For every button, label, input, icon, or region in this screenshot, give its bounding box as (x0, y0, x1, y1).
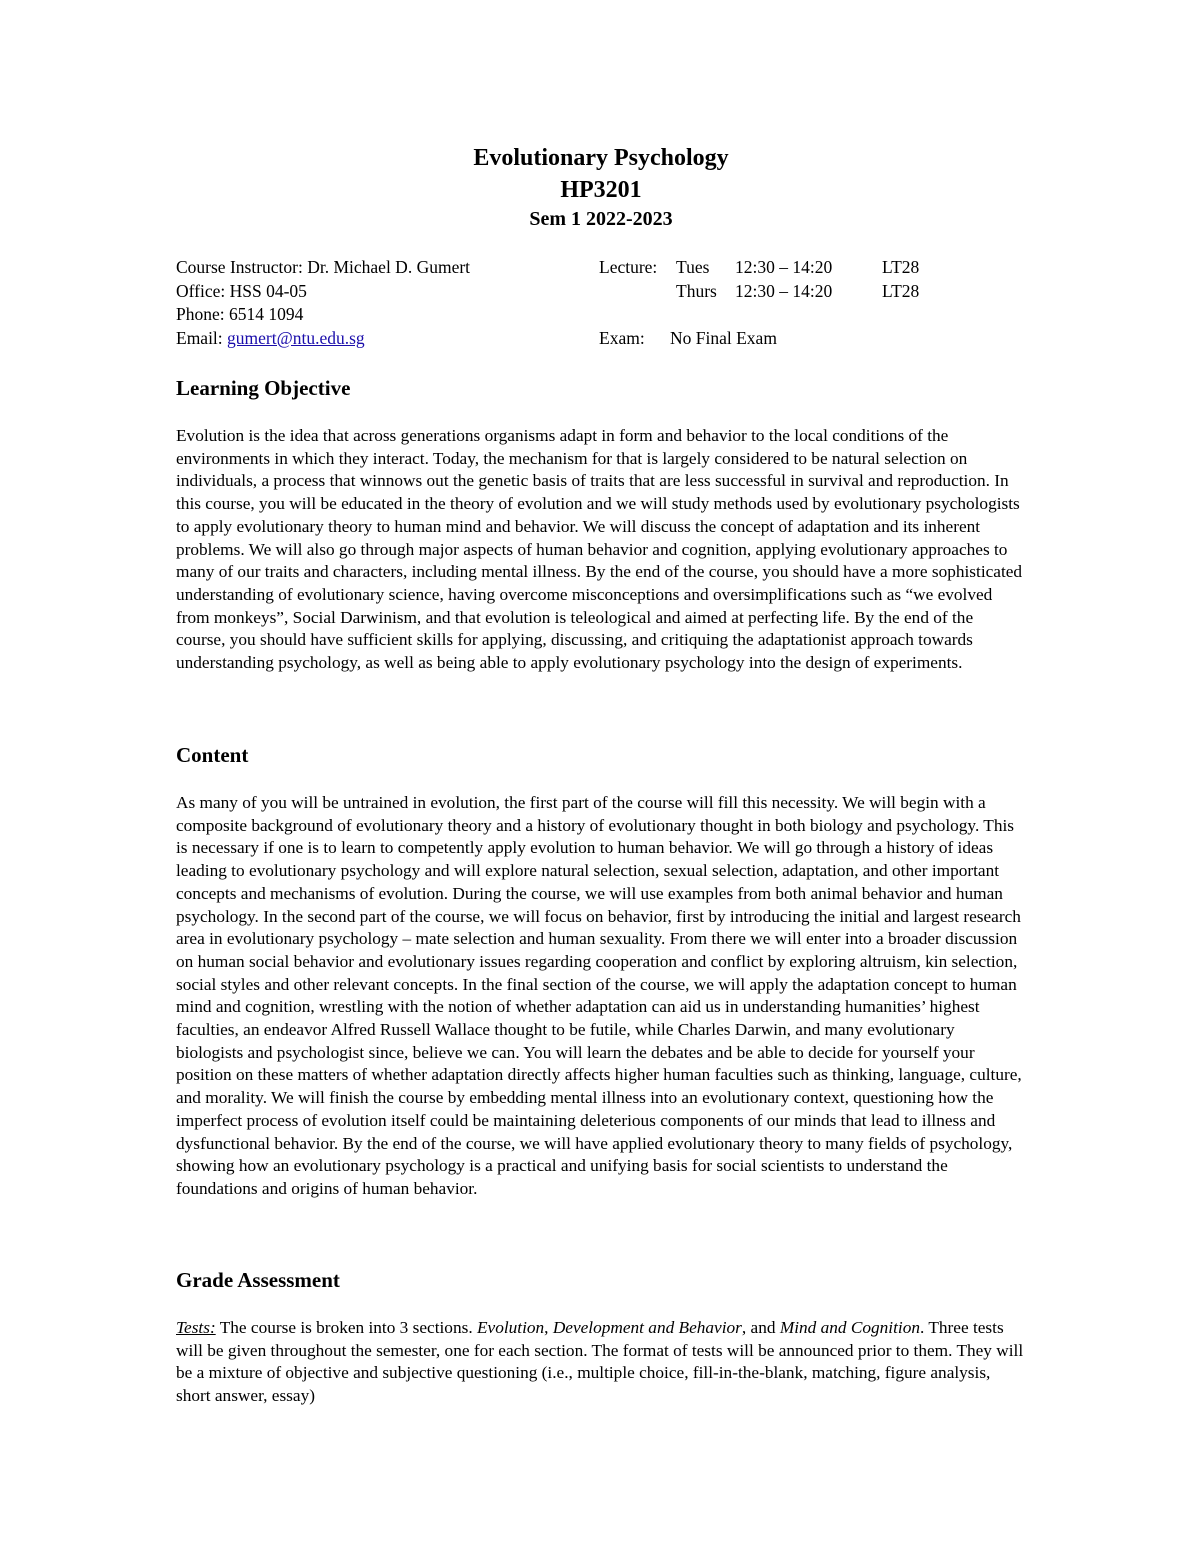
tests-text-part-1: The course is broken into 3 sections. (215, 1318, 477, 1337)
title-block (176, 142, 1026, 232)
tests-text (176, 1317, 1026, 1408)
lecture-day-2: Thurs (676, 280, 717, 301)
section-evolution: Evolution (476, 1318, 545, 1337)
section-development-behavior: Development and Behavior (552, 1318, 742, 1337)
info-row-1 (176, 256, 1026, 280)
tests-sep-1: , (544, 1318, 553, 1337)
email-label: Email: (176, 327, 228, 348)
tests-label: Tests: (176, 1318, 216, 1337)
exam-value: No Final Exam (670, 327, 777, 348)
heading-learning-objective: Learning Objective (176, 376, 351, 400)
learning-objective-text: Evolution is the idea that across generations organisms adapt in form and behavior to the local conditions of the environments in which they interact. Today, the mechanism for that is largely considered to be natural selection on individuals, a process that winnows out the genetic basis of traits that are less successful in survival and reproduction. In this course, you will be educated in the theory of evolution and we will study methods used by evolutionary psychologists to apply evolutionary theory to human mind and behavior. We will discuss the concept of adaptation and its inherent problems. We will also go through major aspects of human behavior and cognition, applying evolutionary approaches to many of our traits and characters, including mental illness. By the end of the course, you should have a more sophisticated understanding of evolutionary science, having overcome misconceptions and oversimplifications such as “we evolved from monkeys”, Social Darwinism, and that evolution is teleological and aimed at perfecting life. By the end of the course, you should have sufficient skills for applying, discussing, and critiquing the adaptationist approach towards understanding psychology, as well as being able to apply evolutionary psychology into the design of experiments. (176, 426, 1023, 673)
tests-sep-2: , and (741, 1318, 780, 1337)
section-mind-cognition: Mind and Cognition (779, 1318, 920, 1337)
content-text: As many of you will be untrained in evolution, the first part of the course will fill this necessity. We will begin with a composite background of evolutionary theory and a history of evolutionary thought in both biology and psychology. This is necessary if one is to learn to competently apply evolution to human behavior. We will go through a history of ideas leading to evolutionary psychology and will explore natural selection, sexual selection, adaptation, and other important concepts and mechanisms of evolution. During the course, we will use examples from both animal behavior and human psychology. In the second part of the course, we will focus on behavior, first by introducing the initial and largest research area in evolutionary psychology – mate selection and human sexuality. From there we will enter into a broader discussion on human social behavior and evolutionary issues regarding cooperation and conflict by exploring altruism, kin selection, social styles and other relevant concepts. In the final section of the course, we will apply the adaptation concept to human mind and cognition, wrestling with the notion of whether adaptation can aid us in understanding humanities’ highest faculties, an endeavor Alfred Russell Wallace thought to be futile, while Charles Darwin, and many evolutionary biologists and psychologist since, believe we can. You will learn the debates and be able to decide for yourself your position on these matters of whether adaptation directly affects higher human faculties such as thinking, language, culture, and morality. We will finish the course by embedding mental illness into an evolutionary context, questioning how the imperfect process of evolution itself could be maintaining deleterious components of our minds that lead to illness and dysfunctional behavior. By the end of the course, we will have applied evolutionary theory to many fields of psychology, showing how an evolutionary psychology is a practical and unifying basis for social scientists to understand the foundations and origins of human behavior. (176, 793, 1022, 1198)
info-row-2 (176, 280, 1026, 304)
info-row-4 (176, 327, 1026, 351)
heading-grade-assessment: Grade Assessment (176, 1268, 340, 1292)
semester: Sem 1 2022-2023 (529, 208, 673, 230)
lecture-time-1: 12:30 – 14:20 (735, 257, 833, 277)
phone: Phone: 6514 1094 (176, 304, 304, 324)
email-line (176, 327, 365, 351)
lecture-room-2: LT28 (882, 280, 920, 301)
info-row-3 (176, 303, 1026, 327)
course-code: HP3201 (560, 177, 642, 203)
lecture-time-2: 12:30 – 14:20 (735, 280, 833, 301)
tests-text-part-2: . Three tests will be given throughout the semester, one for each section. The format of tests will be announced prior to them. They will be a mixture of objective and subjective questioning (i.e., multiple choice, fill-in-the-blank, matching, figure analysis, short answer, essay) (176, 1318, 1024, 1406)
instructor: Course Instructor: Dr. Michael D. Gumert (176, 257, 471, 277)
heading-content: Content (176, 743, 249, 767)
office: Office: HSS 04-05 (176, 280, 307, 301)
lecture-day-1: Tues (676, 257, 710, 277)
lecture-label: Lecture: (599, 257, 658, 277)
course-info (176, 256, 1026, 350)
lecture-room-1: LT28 (882, 257, 920, 277)
course-title: Evolutionary Psychology (473, 145, 729, 171)
exam-label: Exam: (599, 327, 645, 348)
email-link[interactable]: gumert@ntu.edu.sg (227, 327, 365, 348)
